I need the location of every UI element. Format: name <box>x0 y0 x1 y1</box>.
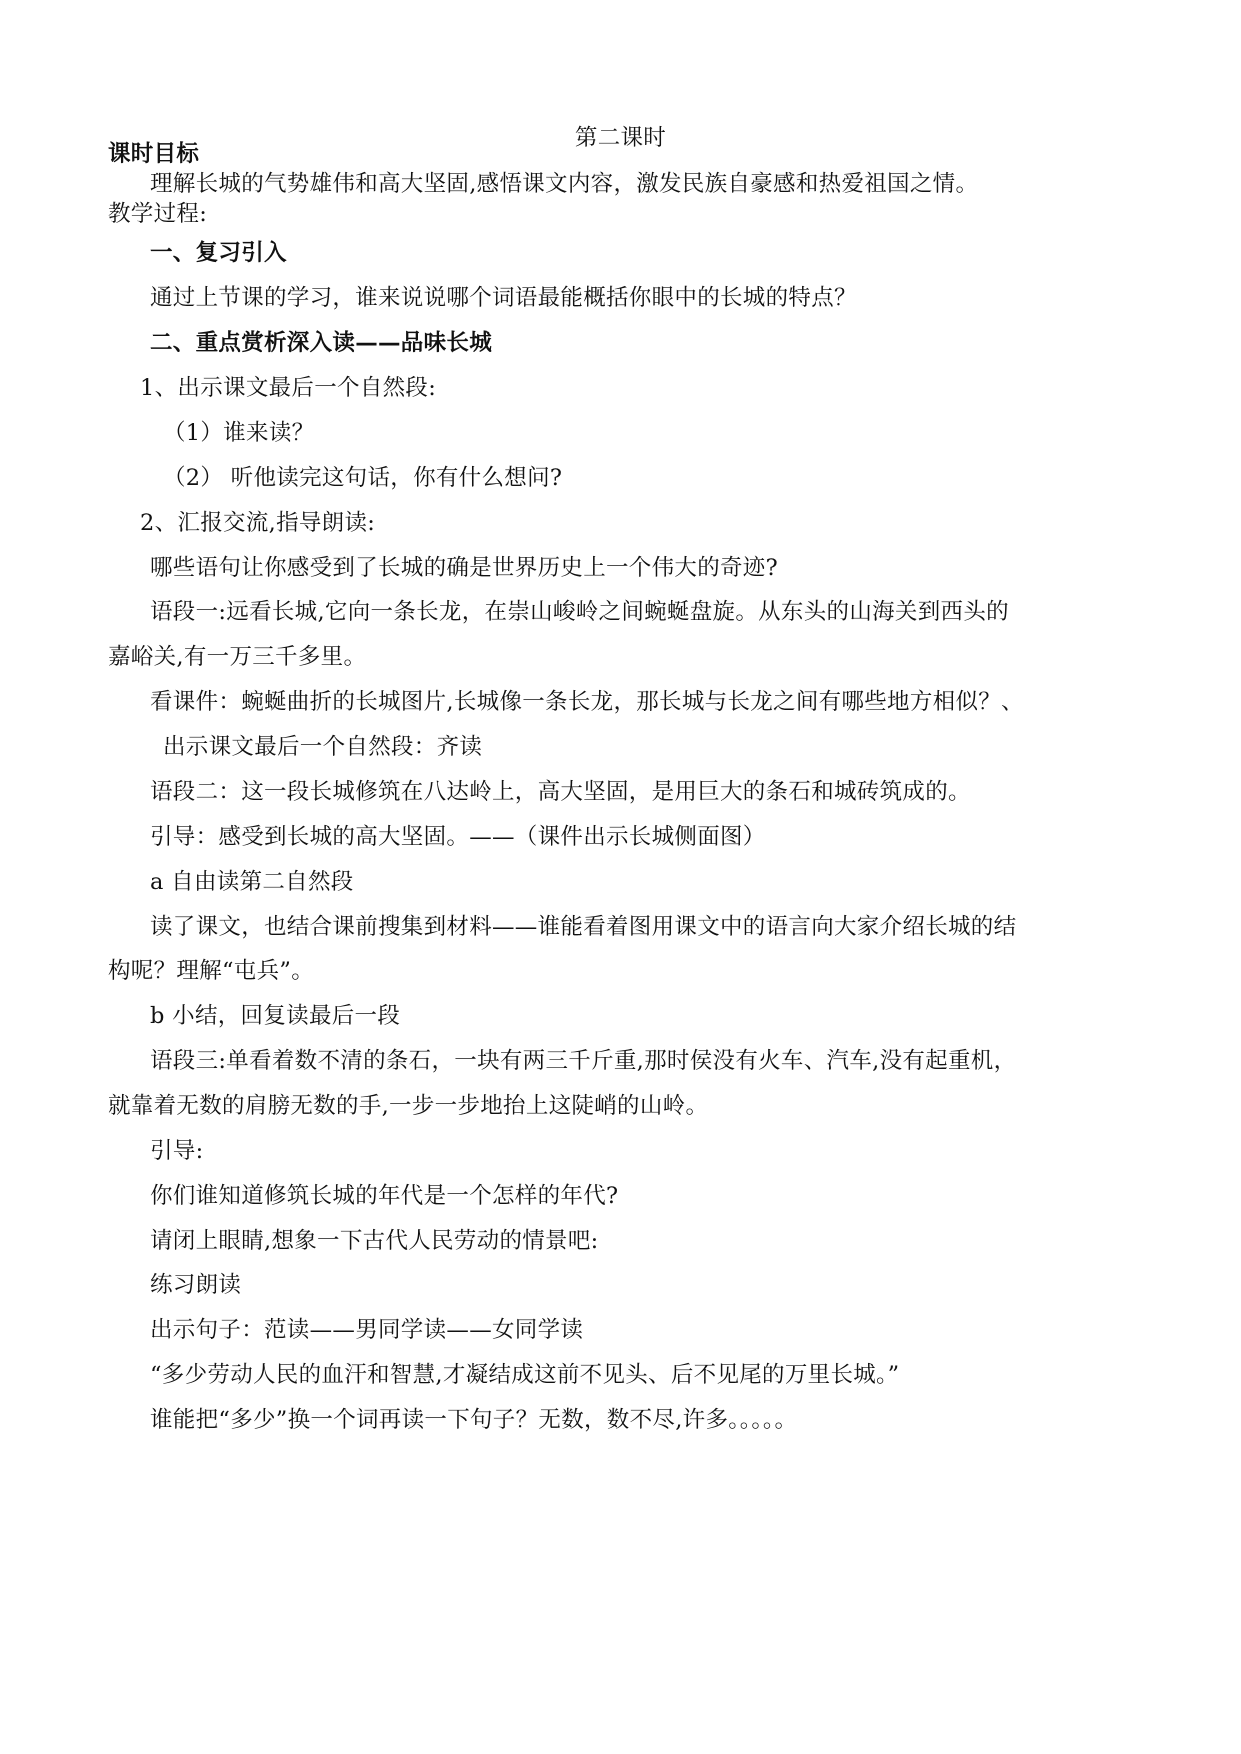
para3-line2: 就靠着无数的肩膀无数的手,一步一步地抬上这陡峭的山岭。 <box>108 1093 709 1119</box>
page-title: 第二课时 <box>574 125 667 151</box>
item-a: a 自由读第二自然段 <box>150 869 354 895</box>
para1-line1: 语段一:远看长城,它向一条长龙，在崇山峻岭之间蜿蜒盘旋。从东头的山海关到西头的 <box>150 599 1009 625</box>
courseware-line: 看课件：蜿蜒曲折的长城图片,长城像一条长龙，那长城与长龙之间有哪些地方相似？、 <box>150 689 1024 715</box>
step1-b: （2） 听他读完这句话，你有什么想问? <box>163 465 563 491</box>
imagine-line: 请闭上眼睛,想象一下古代人民劳动的情景吧: <box>150 1228 599 1254</box>
section2-heading: 二、重点赏析深入读——品味长城 <box>150 330 493 356</box>
section1-heading: 一、复习引入 <box>150 240 287 266</box>
show-sentence: 出示句子：范读——男同学读——女同学读 <box>150 1317 584 1343</box>
para3-line1: 语段三:单看着数不清的条石，一块有两三千斤重,那时侯没有火车、汽车,没有起重机， <box>150 1048 1017 1074</box>
guide1: 引导：感受到长城的高大坚固。——（课件出示长城侧面图） <box>150 824 766 850</box>
replace-word-line: 谁能把“多少”换一个词再读一下句子？无数，数不尽,许多。。。。。 <box>150 1407 798 1433</box>
quote-sentence: “多少劳动人民的血汗和智慧,才凝结成这前不见头、后不见尾的万里长城。” <box>150 1362 900 1388</box>
para2: 语段二：这一段长城修筑在八达岭上，高大坚固，是用巨大的条石和城砖筑成的。 <box>150 779 971 805</box>
section1-question: 通过上节课的学习，谁来说说哪个词语最能概括你眼中的长城的特点？ <box>150 285 857 311</box>
objective-text: 理解长城的气势雄伟和高大坚固,感悟课文内容，激发民族自豪感和热爱祖国之情。 <box>150 171 979 197</box>
question-miracle: 哪些语句让你感受到了长城的确是世界历史上一个伟大的奇迹? <box>150 555 778 581</box>
step1: 1、出示课文最后一个自然段: <box>140 375 437 401</box>
guide2: 引导: <box>150 1138 204 1164</box>
item-b: b 小结，回复读最后一段 <box>150 1003 401 1029</box>
show-last-paragraph: 出示课文最后一个自然段：齐读 <box>163 734 483 760</box>
para1-line2: 嘉峪关,有一万三千多里。 <box>108 644 367 670</box>
read-line1: 读了课文，也结合课前搜集到材料——谁能看着图用课文中的语言向大家介绍长城的结 <box>150 914 1017 940</box>
step2: 2、汇报交流,指导朗读: <box>140 510 376 536</box>
read-line2: 构呢？理解“屯兵”。 <box>108 958 315 984</box>
step1-a: （1）谁来读？ <box>163 420 315 446</box>
practice-reading: 练习朗读 <box>150 1272 242 1298</box>
question-era: 你们谁知道修筑长城的年代是一个怎样的年代? <box>150 1183 619 1209</box>
objective-heading: 课时目标 <box>108 141 200 167</box>
process-heading: 教学过程: <box>108 201 208 227</box>
